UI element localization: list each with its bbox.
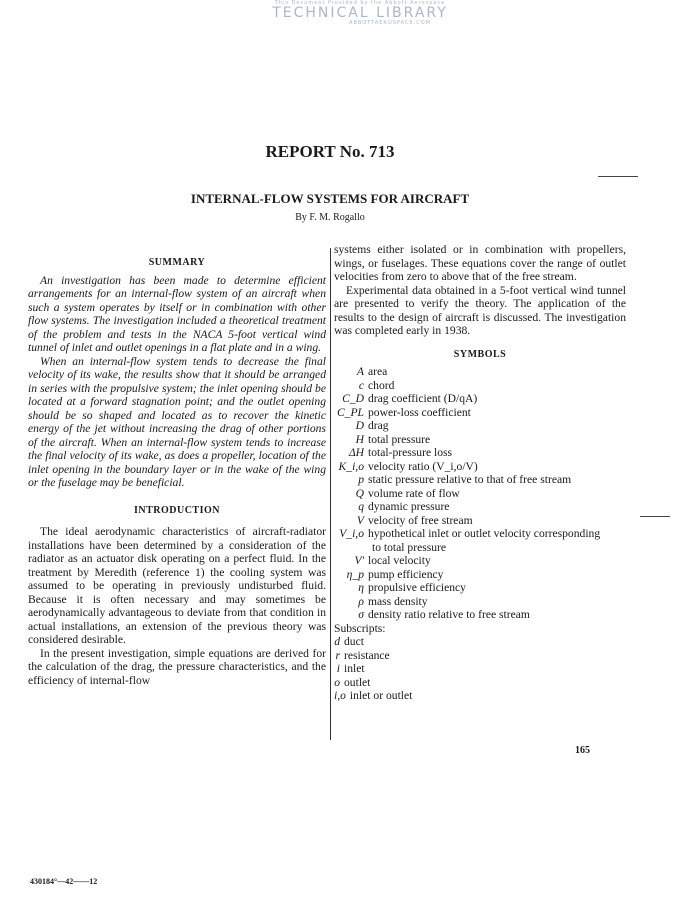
symbol-definition: density ratio relative to free stream — [368, 608, 530, 621]
symbol: η — [358, 581, 364, 594]
symbol-definition: total-pressure loss — [368, 446, 453, 459]
symbol-item — [334, 460, 626, 474]
report-title: REPORT No. 713 — [265, 142, 395, 161]
symbol-definition: drag — [368, 419, 389, 432]
introduction-paragraph: In the present investigation, simple equations are derived for the calculation of the drag, the pressure characteristics, and the efficiency of internal-flow — [28, 646, 326, 687]
symbol: ρ — [358, 594, 364, 608]
symbol: d — [334, 635, 340, 648]
symbol-item — [334, 365, 626, 379]
symbol: V' — [354, 554, 364, 567]
summary-heading: SUMMARY — [148, 257, 206, 268]
summary-paragraph: An investigation has been made to determine efficient arrangements for an internal-flow system of an aircraft when such a system operates by itself or in combination with other flow systems. The investigation included a theoretical treatment of the problem and tests in the NACA 5-foot vertical wind tunnel of inlet and outlet openings in a flat plate and in a wing. — [28, 273, 326, 354]
symbol-item — [334, 527, 626, 541]
watermark-line1: This Document Provided by the Abbott Aerospace — [274, 0, 446, 6]
symbol-item — [334, 568, 626, 582]
symbol-definition: outlet — [344, 675, 371, 689]
body-paragraph: systems either isolated or in combination with propellers, wings, or fuselages. These equations cover the range of outlet velocities from zero to above that of the free stream. — [334, 243, 626, 283]
symbol: Q — [355, 486, 364, 500]
author: By F. M. Rogallo — [295, 212, 365, 223]
symbol: η_p — [346, 567, 364, 581]
symbol: A — [356, 365, 364, 378]
symbol-definition: inlet or outlet — [349, 689, 413, 702]
symbol-item — [334, 500, 626, 514]
symbol-item — [334, 662, 626, 676]
symbol: V_i,o — [339, 527, 364, 540]
margin-mark — [640, 516, 670, 517]
symbols-heading: SYMBOLS — [453, 348, 507, 360]
column-divider — [330, 248, 331, 740]
symbol: r — [335, 648, 340, 662]
symbol-item — [334, 406, 626, 420]
symbol-item — [334, 392, 626, 406]
symbol-definition: mass density — [368, 594, 428, 608]
symbol-definition: power-loss coefficient — [368, 405, 471, 419]
margin-mark — [598, 176, 638, 177]
symbol: q — [358, 500, 364, 513]
symbol-item — [334, 689, 626, 703]
symbol-definition: total pressure — [368, 432, 431, 446]
introduction-heading: INTRODUCTION — [133, 504, 220, 516]
symbols-list — [334, 365, 626, 703]
symbol-item — [334, 554, 626, 568]
symbol-definition: duct — [344, 635, 364, 648]
symbol: H — [355, 432, 364, 446]
symbol-definition: velocity of free stream — [368, 513, 473, 527]
symbol: i,o — [334, 689, 346, 702]
subscripts-label: Subscripts: — [334, 621, 386, 635]
symbol-item — [334, 608, 626, 622]
symbol: i — [336, 662, 340, 675]
symbol: p — [358, 473, 364, 486]
symbol-definition: chord — [368, 378, 395, 392]
symbol-definition: resistance — [344, 648, 390, 662]
symbol-item — [334, 635, 626, 649]
symbol: σ — [358, 608, 364, 621]
symbol-definition: drag coefficient (D/qA) — [368, 392, 478, 405]
watermark-line3: ABBOTTAEROSPACE.COM — [349, 20, 431, 26]
symbol-item — [334, 581, 626, 595]
symbol-definition: pump efficiency — [368, 567, 444, 581]
footer-code: 430184°—42——12 — [30, 877, 98, 886]
symbol-item — [334, 487, 626, 501]
page-number: 165 — [575, 745, 590, 756]
symbol-item — [334, 649, 626, 663]
watermark-line2: TECHNICAL LIBRARY — [272, 5, 448, 21]
left-column — [28, 256, 326, 687]
symbol-definition: local velocity — [368, 554, 431, 567]
symbol-definition: area — [368, 365, 388, 378]
introduction-paragraph: The ideal aerodynamic characteristics of aircraft-radiator installations have been determined by a consideration of the radiator as an actuator disk operating on a perfect fluid. In the treatment by Meredith (reference 1) the cooling system was assumed to be operating in previously undisturbed fluid. Because it is often necessary and may sometimes be aerodynamically advantageous to deviate from that condition in actual installations, an extension of the previous theory was considered desirable. — [28, 525, 326, 646]
symbol: C_PL — [336, 405, 364, 419]
symbol-definition: inlet — [344, 662, 365, 675]
symbol: D — [355, 419, 364, 432]
symbol: K_i,o — [338, 459, 364, 473]
symbol-item — [334, 473, 626, 487]
symbol: C_D — [342, 392, 364, 405]
symbol-item — [334, 514, 626, 528]
paper-title: INTERNAL-FLOW SYSTEMS FOR AIRCRAFT — [190, 191, 470, 206]
symbol: V — [356, 513, 364, 527]
right-column — [334, 243, 626, 703]
symbol-definition: propulsive efficiency — [368, 581, 466, 594]
symbol-definition: static pressure relative to that of free stream — [368, 473, 572, 486]
watermark — [230, 0, 490, 26]
symbol-definition: velocity ratio (V_i,o/V) — [368, 459, 478, 473]
symbol-item — [334, 446, 626, 460]
symbol: o — [334, 675, 340, 689]
symbol-definition: hypothetical inlet or outlet velocity corresponding — [368, 527, 601, 540]
symbol-definition: volume rate of flow — [368, 486, 460, 500]
symbol-definition: dynamic pressure — [368, 500, 450, 513]
symbol-item — [334, 595, 626, 609]
symbol-item — [334, 419, 626, 433]
symbol: c — [358, 378, 364, 392]
symbol: ΔH — [348, 446, 364, 459]
body-paragraph: Experimental data obtained in a 5-foot vertical wind tunnel are presented to verify the theory. The application of the results to the design of aircraft is discussed. The investigation was completed early in 1938. — [334, 283, 626, 337]
symbol-item — [334, 433, 626, 447]
summary-paragraph: When an internal-flow system tends to decrease the final velocity of its wake, the results show that it should be arranged in series with the propulsive system; the inlet opening should be located at a forward stagnation point; and the outlet opening should be so shaped and located as to recover the kinetic energy of the jet without increasing the drag of other portions of the aircraft. When an internal-flow system tends to increase the final velocity of its wake, as does a propeller, location of the inlet opening in the boundary layer or in the wake of the wing or the fuselage may be beneficial. — [28, 354, 326, 489]
symbol-item — [334, 676, 626, 690]
symbol-item — [334, 379, 626, 393]
symbol-definition-continued: to total pressure — [372, 540, 447, 554]
